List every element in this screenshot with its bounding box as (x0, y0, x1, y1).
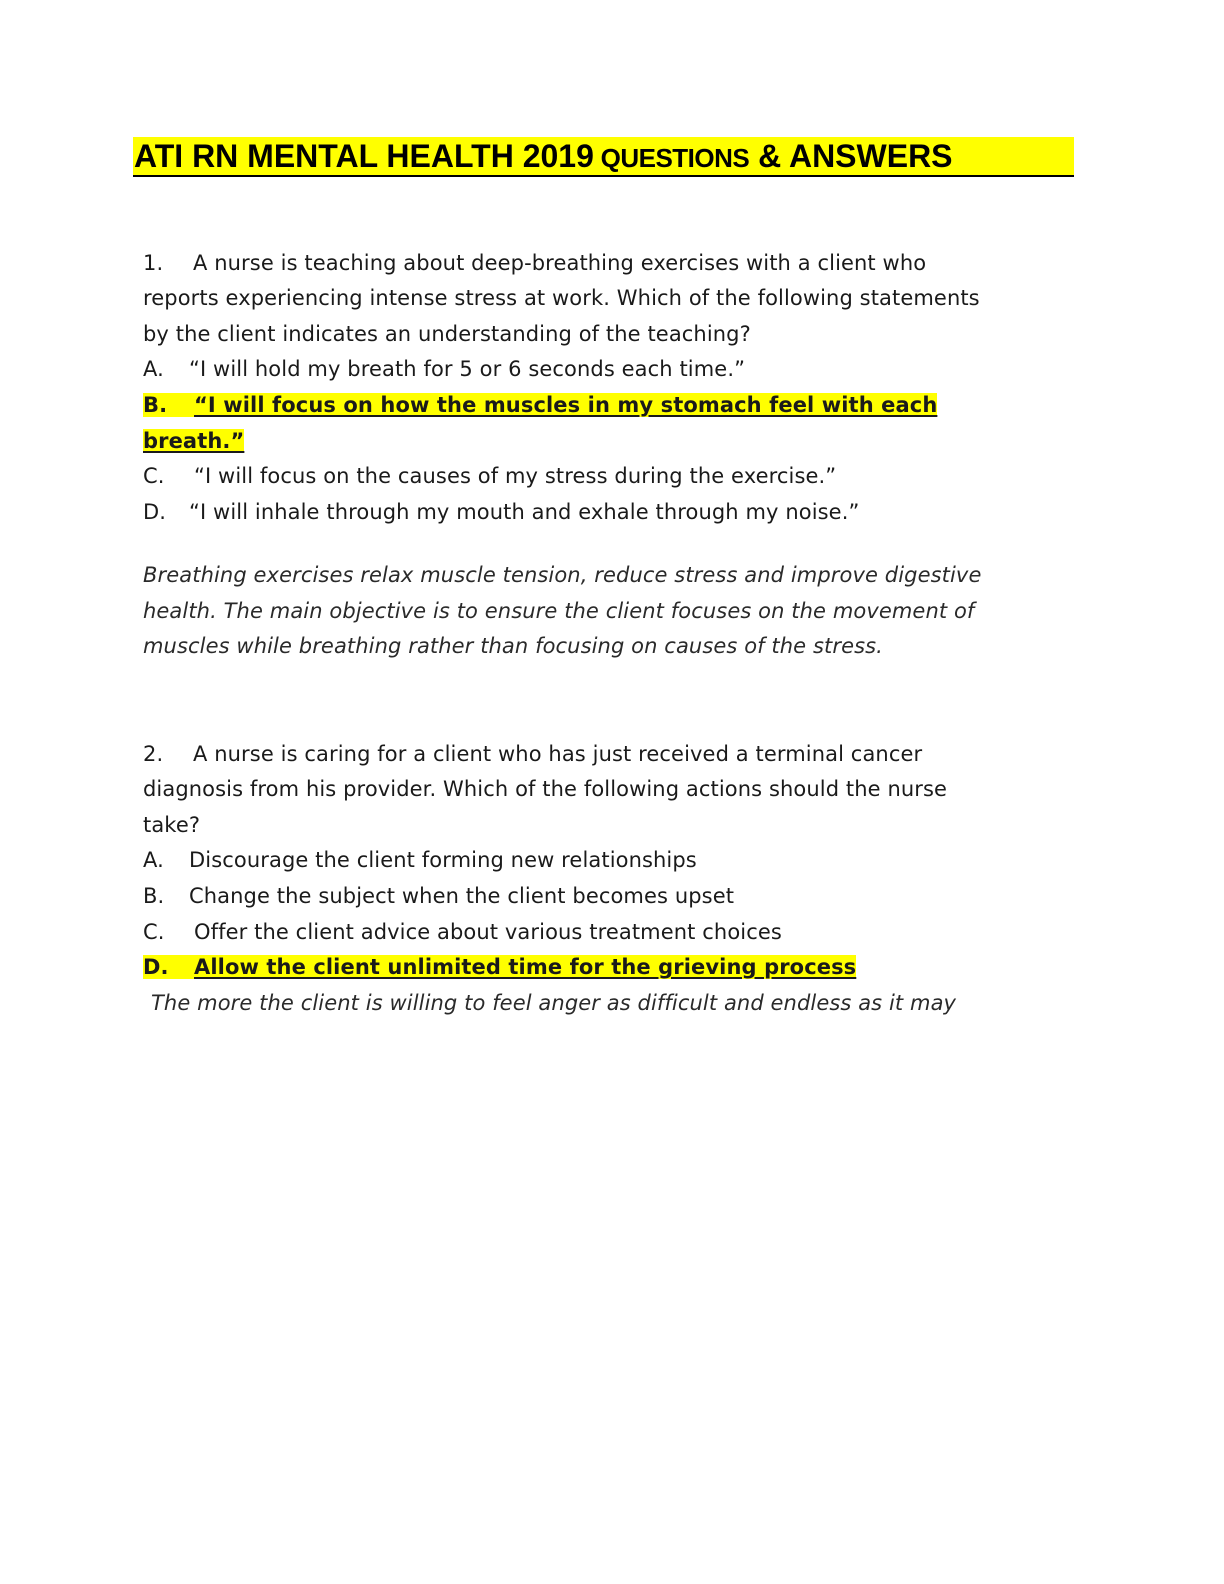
option-letter: A. (143, 357, 164, 381)
option-letter: B. (143, 393, 168, 417)
question-2-option-b (143, 882, 734, 910)
question-2-number: 2. (143, 742, 164, 766)
question-1-option-c (143, 462, 836, 490)
option-text: Discourage the client forming new relationships (189, 848, 697, 872)
question-1-option-b-correct (143, 391, 937, 419)
question-1-rationale-line-1: Breathing exercises relax muscle tension, reduce stress and improve digestive (143, 563, 982, 587)
question-2-option-a (143, 846, 697, 874)
title-questions: QUESTIONS (593, 143, 750, 173)
question-2-option-c (143, 918, 782, 946)
question-2-rationale-line-1: The more the client is willing to feel anger as difficult and endless as it may (151, 991, 957, 1015)
question-1-rationale-line-3: muscles while breathing rather than focusing on causes of the stress. (143, 634, 883, 658)
option-text: “I will focus on how the muscles in my stomach feel with each (194, 393, 938, 417)
title-answers: & ANSWERS (749, 138, 953, 174)
question-1-option-b-continued (143, 427, 244, 455)
question-2-option-d-correct (143, 953, 856, 981)
option-letter: D. (143, 955, 169, 979)
option-letter: B. (143, 884, 165, 908)
option-letter: A. (143, 848, 164, 872)
option-text: Allow the client unlimited time for the grieving process (194, 955, 857, 979)
document-title (133, 137, 1074, 177)
question-1-rationale-line-2: health. The main objective is to ensure the client focuses on the movement of (143, 599, 975, 623)
option-text: Offer the client advice about various treatment choices (194, 920, 782, 944)
question-1-stem-line-2: reports experiencing intense stress at work. Which of the following statements (143, 286, 980, 310)
question-1-stem-line-3: by the client indicates an understanding of the teaching? (143, 322, 751, 346)
title-main: ATI RN MENTAL HEALTH 2019 (134, 138, 594, 174)
question-1-option-d (143, 498, 859, 526)
question-1-number: 1. (143, 251, 164, 275)
option-text: breath.” (143, 429, 245, 453)
question-2-stem-line-3: take? (143, 813, 201, 837)
question-2-stem-line-1: 2. A nurse is caring for a client who has just received a terminal cancer (143, 742, 923, 766)
option-text: “I will hold my breath for 5 or 6 seconds each time.” (189, 357, 746, 381)
option-letter: C. (143, 464, 165, 488)
option-letter: D. (143, 500, 167, 524)
option-text: “I will focus on the causes of my stress during the exercise.” (194, 464, 837, 488)
option-text: “I will inhale through my mouth and exhale through my noise.” (189, 500, 860, 524)
question-1-stem-line-1: 1. A nurse is teaching about deep-breathing exercises with a client who (143, 251, 927, 275)
option-text: Change the subject when the client becomes upset (189, 884, 735, 908)
question-1-option-a (143, 355, 745, 383)
option-letter: C. (143, 920, 165, 944)
question-2-stem-line-2: diagnosis from his provider. Which of the following actions should the nurse (143, 777, 948, 801)
